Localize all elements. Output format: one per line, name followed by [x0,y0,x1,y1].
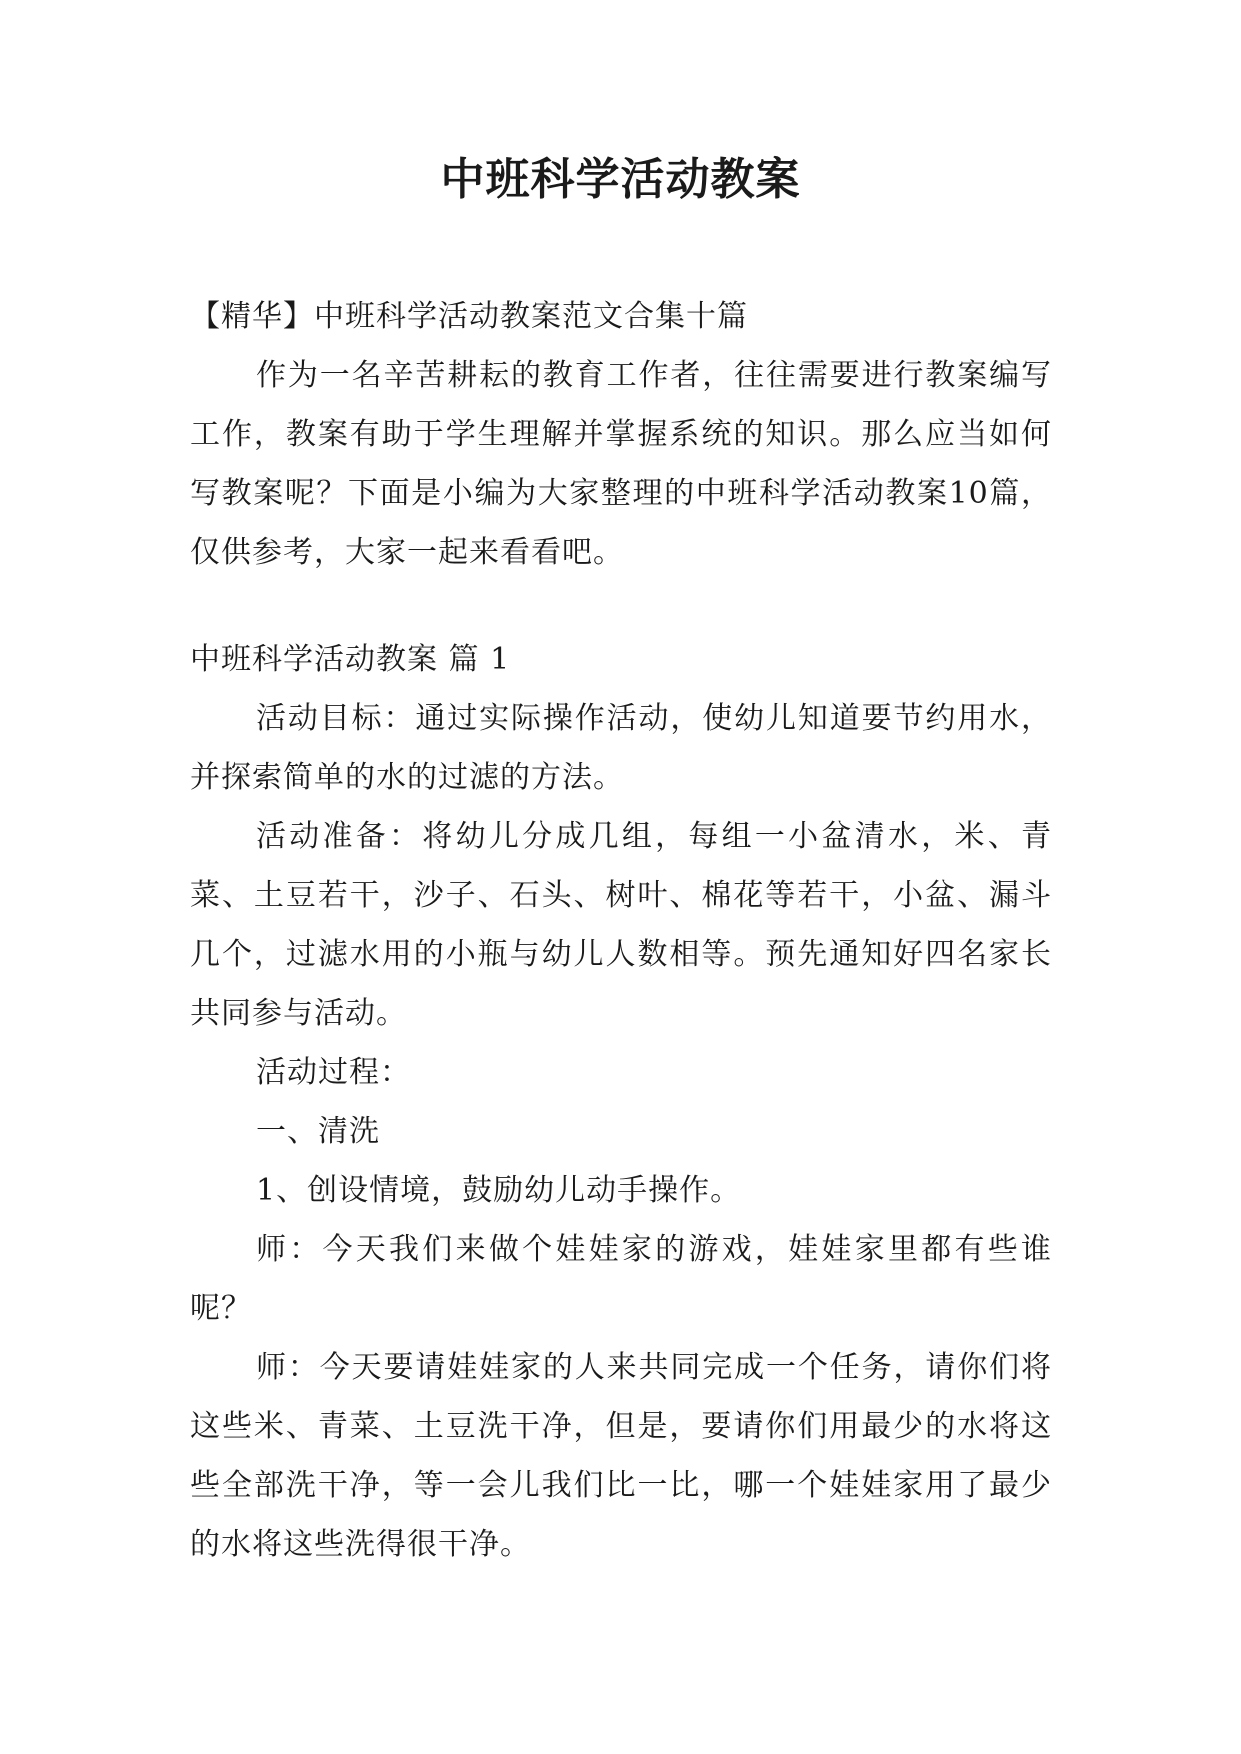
paragraph-step-heading: 一、清洗 [256,1114,380,1149]
paragraph-process-heading: 活动过程： [256,1055,411,1090]
paragraph-teacher-task: 师：今天要请娃娃家的人来共同完成一个任务，请你们将这些米、青菜、土豆洗干净，但是，要请你们用最少的水将这些全部洗干净，等一会儿我们比一比，哪一个娃娃家用了最少的水将这些洗得很干净。 [190,1350,1052,1562]
section-title: 中班科学活动教案 篇 1 [190,642,511,677]
document-title: 中班科学活动教案 [440,154,801,205]
paragraph-preparation: 活动准备：将幼儿分成几组，每组一小盆清水，米、青菜、土豆若干，沙子、石头、树叶、棉花等若干，小盆、漏斗几个，过滤水用的小瓶与幼儿人数相等。预先通知好四名家长共同参与活动。 [190,819,1052,1031]
intro-paragraph: 作为一名辛苦耕耘的教育工作者，往往需要进行教案编写工作，教案有助于学生理解并掌握系统的知识。那么应当如何写教案呢？下面是小编为大家整理的中班科学活动教案10篇，仅供参考，大家一起来看看吧。 [190,358,1052,570]
intro-block [190,287,1052,582]
intro-heading: 【精华】中班科学活动教案范文合集十篇 [190,299,748,334]
paragraph-goal: 活动目标：通过实际操作活动，使幼儿知道要节约用水，并探索简单的水的过滤的方法。 [190,701,1052,795]
section-block [190,630,1052,1574]
paragraph-teacher-question: 师：今天我们来做个娃娃家的游戏，娃娃家里都有些谁呢？ [190,1232,1052,1326]
paragraph-step-1: 1、创设情境，鼓励幼儿动手操作。 [256,1173,742,1208]
